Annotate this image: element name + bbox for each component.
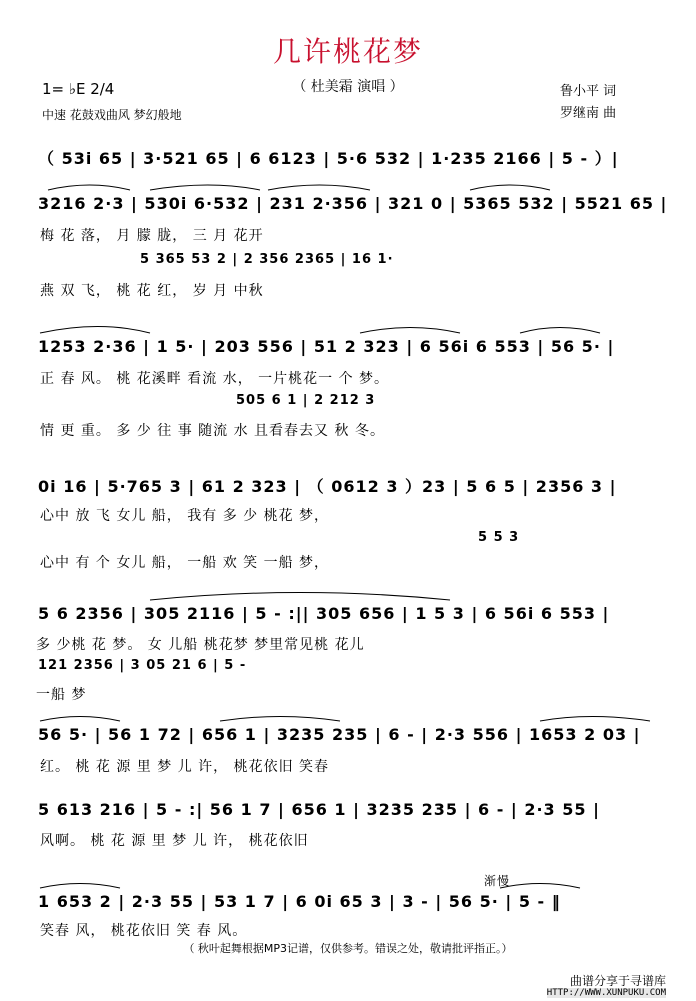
footer-url: HTTP://WWW.XUNPUKU.COM (546, 988, 666, 998)
transcription-note: （ 秋叶起舞根据MP3记谱，仅供参考。错误之处，敬请批评指正。） (183, 942, 513, 955)
lyric-line-8: 笑春 风， 桃花依旧 笑 春 风。 (40, 923, 248, 939)
alt-score-line-2: 5 365 53 2 | 2 356 2365 | 16 1· (140, 252, 394, 267)
composer-credit: 罗继南 曲 (560, 106, 617, 121)
score-line-5: 5 6 2356 | 305 2116 | 5 - :|| 305 656 | 1 5 3 | 6 56i 6 553 | (38, 604, 610, 623)
lyric-line-5b: 一船 梦 (36, 687, 87, 703)
lyric-line-6: 红。 桃 花 源 里 梦 儿 许， 桃花依旧 笑春 (40, 759, 330, 775)
performer-subtitle: （ 杜美霜 演唱 ） (292, 79, 404, 95)
lyric-line-3b: 情 更 重。 多 少 往 事 随流 水 且看春去又 秋 冬。 (40, 423, 385, 439)
lyric-line-2b: 燕 双 飞， 桃 花 红， 岁 月 中秋 (40, 283, 264, 299)
lyric-line-4b: 心中 有 个 女儿 船， 一船 欢 笑 一船 梦， (40, 555, 330, 571)
lyric-line-4a: 心中 放 飞 女儿 船， 我有 多 少 桃花 梦， (40, 508, 330, 524)
lyric-line-5a: 多 少桃 花 梦。 女 儿船 桃花梦 梦里常见桃 花儿 (36, 637, 365, 653)
key-signature: 1= ♭E 2/4 (42, 80, 115, 98)
score-line-3: 1253 2·36 | 1 5· | 203 556 | 51 2 323 | 6 56i 6 553 | 56 5· | (38, 337, 615, 356)
score-line-6: 56 5· | 56 1 72 | 656 1 | 3235 235 | 6 - | 2·3 556 | 1653 2 03 | (38, 725, 641, 744)
alt-score-line-5: 121 2356 | 3 05 21 6 | 5 - (38, 658, 247, 673)
score-line-8: 1 653 2 | 2·3 55 | 53 1 7 | 6 0i 65 3 | 3 - | 56 5· | 5 - ‖ (38, 892, 561, 911)
alt-score-line-4: 5 5 3 (478, 530, 520, 545)
tempo-marking: 中速 花鼓戏曲风 梦幻般地 (42, 108, 182, 122)
footer-site-name: 曲谱分享于寻谱库 (569, 974, 666, 988)
lyric-line-3a: 正 春 风。 桃 花溪畔 看流 水， 一片桃花一 个 梦。 (40, 371, 390, 387)
lyric-line-2a: 梅 花 落， 月 朦 胧， 三 月 花开 (40, 228, 264, 244)
lyric-line-7: 风啊。 桃 花 源 里 梦 儿 许， 桃花依旧 (40, 833, 309, 849)
ritardando-marking: 渐慢 (484, 874, 511, 888)
score-line-4: 0i 16 | 5·765 3 | 61 2 323 | （ 0612 3 ）23 | 5 6 5 | 2356 3 | (38, 477, 617, 496)
alt-score-line-3: 505 6 1 | 2 212 3 (236, 393, 376, 408)
score-line-1: （ 53i 65 | 3·521 65 | 6 6123 | 5·6 532 | 1·235 2166 | 5 - ）| (38, 149, 619, 168)
lyricist-credit: 鲁小平 词 (560, 84, 617, 99)
score-line-7: 5 613 216 | 5 - :| 56 1 7 | 656 1 | 3235 235 | 6 - | 2·3 55 | (38, 800, 600, 819)
song-title: 几许桃花梦 (272, 35, 423, 68)
score-line-2: 3216 2·3 | 530i 6·532 | 231 2·356 | 321 0 | 5365 532 | 5521 65 | (38, 194, 668, 213)
